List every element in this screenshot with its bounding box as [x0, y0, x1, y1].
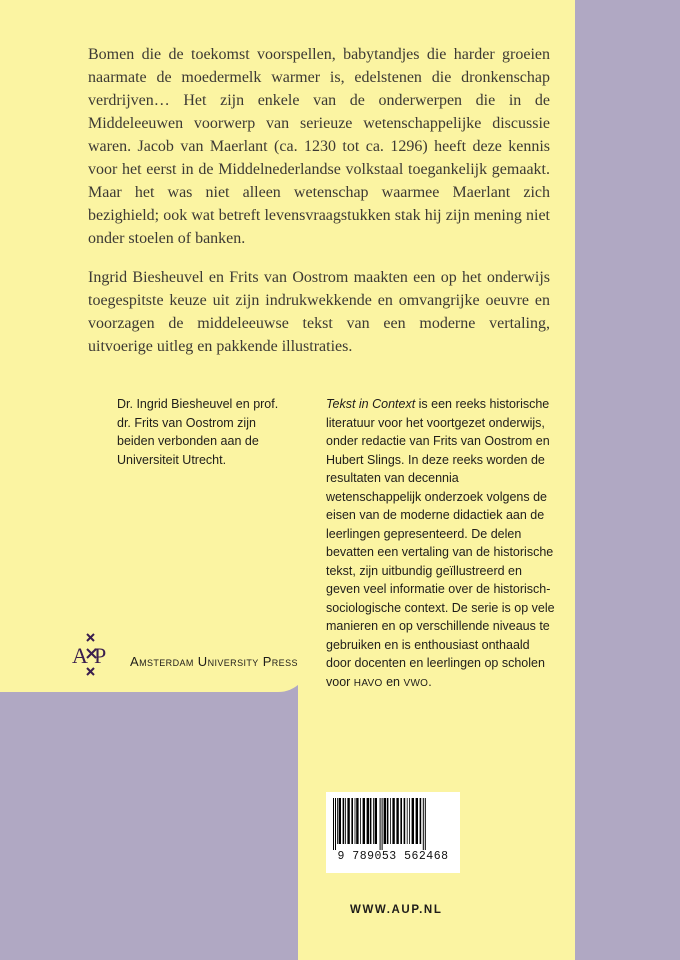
vwo-label: VWO — [403, 677, 429, 689]
isbn-number: 9 789053 562468 — [337, 850, 449, 863]
intro-paragraph-2: Ingrid Biesheuvel en Frits van Oostrom maakten een op het onderwijs toegespitste keuze uit zijn indrukwekkende en omvangrijke oeuvre en voorzagen de middeleeuwse tekst van een moderne vertaling, uitvoerige uitleg en pakkende illustraties. — [88, 269, 550, 355]
havo-label: HAVO — [353, 677, 383, 689]
svg-text:A: A — [72, 643, 88, 668]
series-conjunction: en — [382, 674, 404, 689]
series-text: is een reeks historische literatuur voor het voortgezet onderwijs, onder redactie van Frits van Oostrom en Hubert Slings. In deze reeks worden de resultaten van decennia wetenschappelijk onderzoek volgens de eisen van de moderne didactiek aan de leerlingen gepresenteerd. De delen bevatten een vertaling van de historische tekst, zijn uitbundig geïllustreerd en geven veel informatie over de historisch-sociologische context. De serie is op vele manieren en op verschillende niveaus te gebruiken en is enthousiast onthaald door docenten en leerlingen op scholen voor — [326, 397, 555, 689]
barcode-bars — [333, 798, 453, 850]
publisher-name: Amsterdam University Press — [130, 654, 298, 669]
intro-paragraph-1: Bomen die de toekomst voorspellen, babytandjes die harder groeien naarmate de moedermelk warmer is, edelstenen die dronkenschap verdrijven… Het zijn enkele van de onderwerpen die in de Middeleeuwen voorwerp van serieuze wetenschappelijke discussie waren. Jacob van Maerlant (ca. 1230 tot ca. 1296) heeft deze kennis voor het eerst in de Middelnederlandse volkstaal toegankelijk gemaakt. Maar het was niet alleen wetenschap waarmee Maerlant zich bezighield; ook wat betreft levensvraagstukken stak hij zijn mening niet onder stoelen of banken. — [88, 46, 550, 247]
intro-text — [88, 43, 550, 374]
series-description — [326, 395, 556, 693]
series-end: . — [428, 674, 432, 689]
aup-logo — [70, 632, 116, 680]
author-bio: Dr. Ingrid Biesheuvel en prof. dr. Frits van Oostrom zijn beiden verbonden aan de Universiteit Utrecht. — [117, 397, 279, 467]
series-title: Tekst in Context — [326, 397, 416, 411]
barcode — [326, 792, 460, 873]
svg-text:P: P — [94, 643, 107, 668]
publisher-url[interactable]: WWW.AUP.NL — [350, 904, 443, 916]
